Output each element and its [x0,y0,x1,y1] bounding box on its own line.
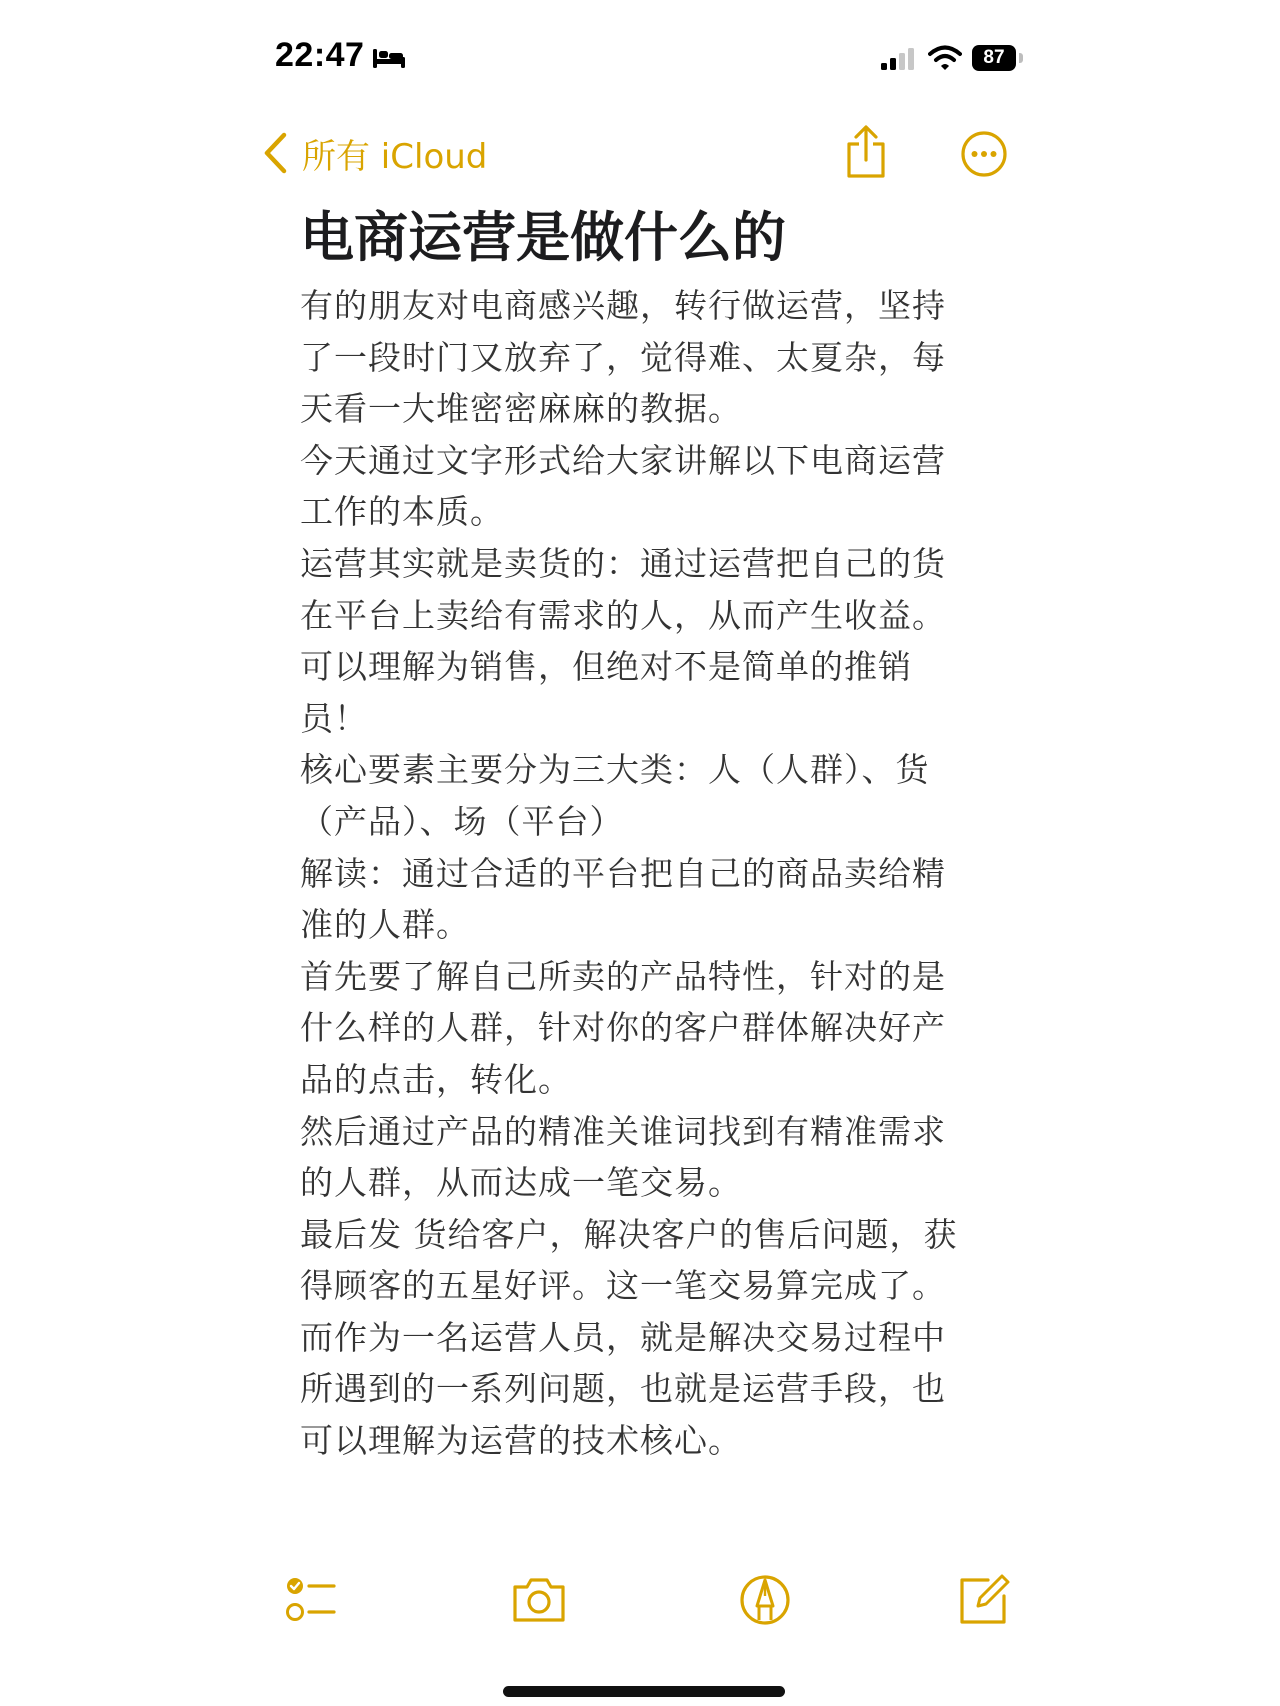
note-paragraph: 最后发 货给客户，解决客户的售后问题，获得顾客的五星好评。这一笔交易算完成了。 [300,1214,958,1306]
note-paragraph: 然后通过产品的精准关谁词找到有精准需求的人群，从而达成一笔交易。 [300,1111,946,1203]
status-time: 22:47 [275,36,365,74]
more-icon[interactable] [960,130,1008,178]
note-paragraph: 有的朋友对电商感兴趣，转行做运营，坚持了一段时门又放弃了，觉得难、太夏杂，每天看一大堆密密麻麻的教据。 [300,286,946,429]
note-paragraph: 今天通过文字形式给大家讲解以下电商运营工作的本质。 [300,440,946,532]
battery-level: 87 [972,45,1016,71]
wifi-icon [928,44,962,72]
bed-icon [372,46,406,70]
battery-icon [972,45,1024,71]
note-paragraph: 首先要了解自己所卖的产品特性，针对的是什么样的人群，针对你的客户群体解决好产品的点击，转化。 [300,956,946,1099]
checklist-icon[interactable] [282,1570,342,1630]
back-button[interactable] [262,128,487,178]
home-indicator[interactable] [503,1686,785,1697]
back-button-label: 所有 iCloud [302,136,488,177]
bottom-toolbar [0,1570,1280,1650]
chevron-left-icon [262,131,288,175]
note-paragraph: 而作为一名运营人员，就是解决交易过程中所遇到的一系列问题，也就是运营手段，也可以理解为运营的技术核心。 [300,1317,946,1461]
camera-icon[interactable] [509,1570,569,1630]
status-bar [0,0,1280,110]
note-paragraph: 核心要素主要分为三大类：人（人群）、货（产品）、场（平台） [300,750,930,841]
note-body[interactable] [300,280,970,1467]
battery-nub [1019,53,1023,63]
signal-icon [880,47,918,71]
note-paragraph: 解读：通过合适的平台把自己的商品卖给精准的人群。 [300,853,946,945]
share-icon[interactable] [843,124,889,180]
markup-icon[interactable] [735,1570,795,1630]
compose-icon[interactable] [954,1570,1014,1630]
note-paragraph: 运营其实就是卖货的：通过运营把自己的货在平台上卖给有需求的人，从而产生收益。可以理解为销售，但绝对不是简单的推销员！ [300,543,946,738]
note-title[interactable]: 电商运营是做什么的 [300,206,786,269]
